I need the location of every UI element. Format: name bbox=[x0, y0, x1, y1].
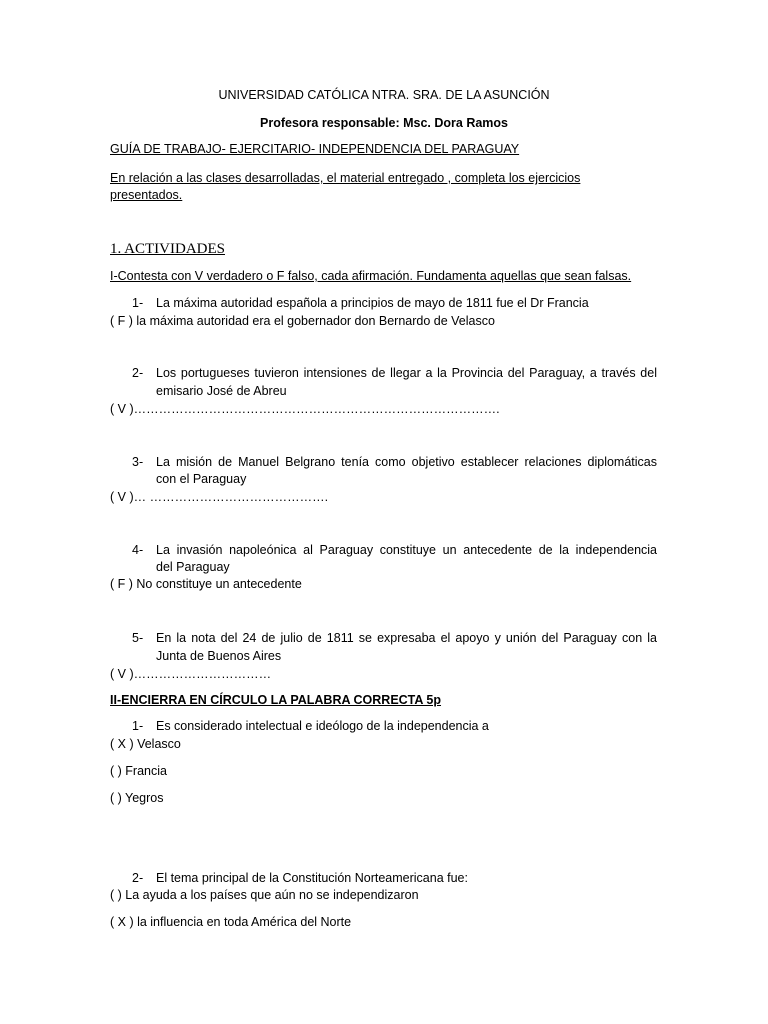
instructions-line-2: presentados. bbox=[110, 188, 183, 202]
item-number: 3- bbox=[132, 455, 144, 469]
part1-item-5-answer: ( V )…………………………… bbox=[110, 667, 272, 681]
section-heading-actividades: 1. ACTIVIDADES bbox=[110, 241, 225, 257]
part1-item-2-line2: emisario José de Abreu bbox=[156, 384, 287, 398]
instructions-line-1: En relación a las clases desarrolladas, el material entregado , completa los ejercicios bbox=[110, 171, 581, 185]
part1-item-3-answer: ( V )… ……………………………………. bbox=[110, 490, 329, 504]
part1-item-3 bbox=[132, 455, 657, 469]
part1-item-5 bbox=[132, 631, 657, 645]
part1-item-3-line2: con el Paraguay bbox=[156, 472, 247, 486]
guide-title: GUÍA DE TRABAJO- EJERCITARIO- INDEPENDENCIA DEL PARAGUAY bbox=[110, 142, 520, 156]
university-title: UNIVERSIDAD CATÓLICA NTRA. SRA. DE LA ASUNCIÓN bbox=[218, 88, 550, 102]
part1-item-4 bbox=[132, 543, 657, 557]
part1-item-2 bbox=[132, 366, 657, 380]
part2-q2-option-1: ( ) La ayuda a los países que aún no se independizaron bbox=[110, 888, 419, 902]
part1-title: I-Contesta con V verdadero o F falso, cada afirmación. Fundamenta aquellas que sean falsas. bbox=[110, 269, 632, 283]
item-text: La máxima autoridad española a principios de mayo de 1811 fue el Dr Francia bbox=[156, 296, 589, 310]
part1-item-1 bbox=[132, 296, 589, 310]
item-text: Los portugueses tuvieron intensiones de llegar a la Provincia del Paraguay, a través del bbox=[156, 366, 657, 380]
professor-line: Profesora responsable: Msc. Dora Ramos bbox=[260, 116, 508, 130]
question-text: Es considerado intelectual e ideólogo de la independencia a bbox=[156, 719, 489, 733]
item-number: 5- bbox=[132, 631, 144, 645]
part1-item-4-answer: ( F ) No constituye un antecedente bbox=[110, 577, 302, 591]
part2-q1-option-1: ( X ) Velasco bbox=[110, 737, 181, 751]
item-number: 1- bbox=[132, 296, 144, 310]
item-number: 4- bbox=[132, 543, 144, 557]
part1-item-2-answer: ( V )……………………………………………………………………………. bbox=[110, 402, 500, 416]
part1-item-1-answer: ( F ) la máxima autoridad era el gobernador don Bernardo de Velasco bbox=[110, 314, 495, 328]
part2-q1-option-3: ( ) Yegros bbox=[110, 791, 164, 805]
question-number: 1- bbox=[132, 719, 144, 733]
question-number: 2- bbox=[132, 871, 144, 885]
item-text: La invasión napoleónica al Paraguay constituye un antecedente de la independencia bbox=[156, 543, 657, 557]
item-number: 2- bbox=[132, 366, 144, 380]
part2-question-1 bbox=[132, 719, 489, 733]
part1-item-4-line2: del Paraguay bbox=[156, 560, 230, 574]
question-text: El tema principal de la Constitución Norteamericana fue: bbox=[156, 871, 468, 885]
part2-q1-option-2: ( ) Francia bbox=[110, 764, 167, 778]
part1-item-5-line2: Junta de Buenos Aires bbox=[156, 649, 282, 663]
item-text: En la nota del 24 de julio de 1811 se expresaba el apoyo y unión del Paraguay con la bbox=[156, 631, 657, 645]
part2-title: II-ENCIERRA EN CÍRCULO LA PALABRA CORRECTA 5p bbox=[110, 693, 442, 707]
part2-question-2 bbox=[132, 871, 468, 885]
part2-q2-option-2: ( X ) la influencia en toda América del Norte bbox=[110, 915, 352, 929]
item-text: La misión de Manuel Belgrano tenía como objetivo establecer relaciones diplomáticas bbox=[156, 455, 657, 469]
